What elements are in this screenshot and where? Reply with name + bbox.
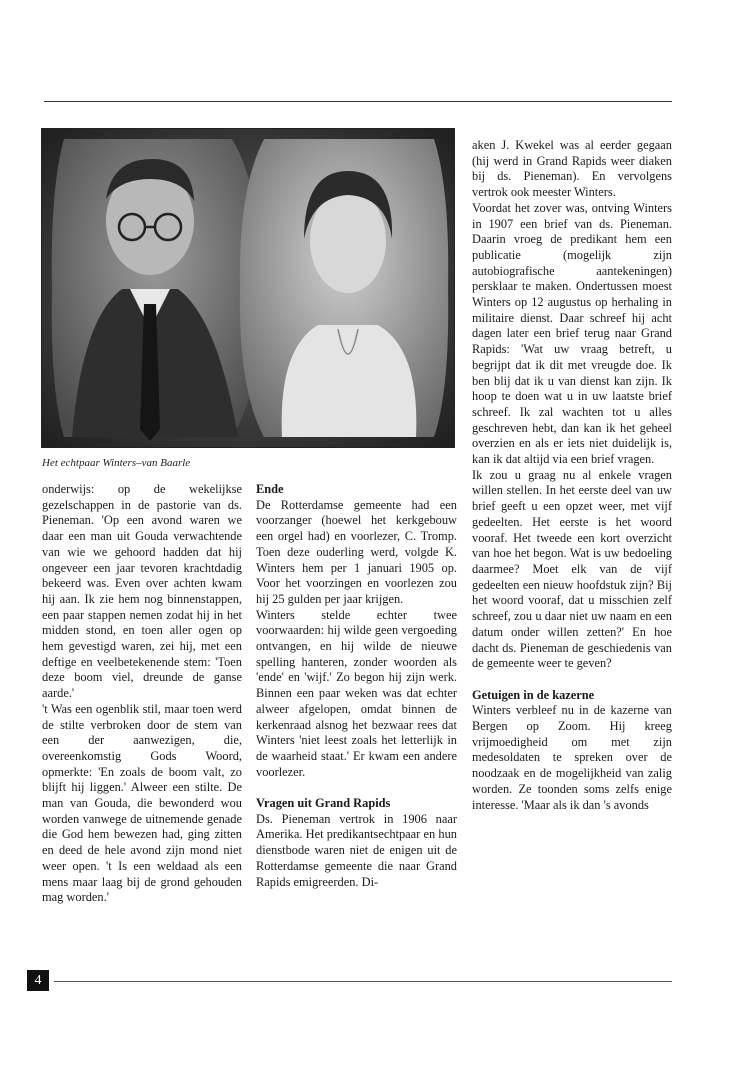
portrait-photo-icon (42, 129, 454, 447)
section-heading-vragen: Vragen uit Grand Rapids (256, 796, 391, 811)
paragraph: Ik zou u graag nu al enkele vragen willen stellen. In het eerste deel van uw brief geeft u een opzet weer, met vijf gedeelten. Het eerste is het woord vooraf. Het tweede een kort overzicht van hoe het begon. Wat is uw bedoeling daarmee? Moet elk van de vijf gedeelten een nieuw hoofdstuk zijn? Bij het woord vooraf, dat u misschien zelf schreef, zou u daar niet uw naam en een datum onder willen zetten?' En hoe dacht ds. Pieneman de geschiedenis van de gemeente weer te geven? (472, 467, 672, 671)
paragraph: 't Was een ogenblik stil, maar toen werd de stilte verbroken door de stem van een der aanwezigen, die, overeenkomstig Gods Woord, opmerkte: 'En zoals de boom valt, zo blijft hij liggen.' Alweer een stilte. De man van Gouda, die bewonderd wou worden vanwege de uitnemende genade die God hem bewezen had, ging zitten en deed de hele avond zijn mond niet weer open. 't Is een weldaad als een mens maar laag bij de grond gehouden mag worden.' (42, 701, 242, 905)
section-heading-getuigen: Getuigen in de kazerne (472, 687, 595, 702)
photo-caption: Het echtpaar Winters–van Baarle (42, 457, 191, 469)
paragraph: Winters stelde echter twee voorwaarden: hij wilde geen vergoeding ontvangen, en hij wilde de nieuwe spelling hanteren, zonder woorden als 'ende' en 'wijf.' Zo begon hij zijn werk. Binnen een paar weken was dat echter alweer afgelopen, omdat binnen de kerkenraad alsnog het bezwaar rees dat Winters 'niet leest zoals het letterlijk in de waarheid staat.' Er kwam een andere voorlezer. (256, 607, 457, 779)
portrait-photo (41, 128, 455, 448)
paragraph: onderwijs: op de wekelijkse gezelschappen in de pastorie van ds. Pieneman. 'Op een avond waren we daar een man uit Gouda verwachtende van wie we gehoord hadden dat hij ongeveer een jaar tevoren krachtdadig bekeerd was. Even over achten kwam hij aan. Ik zie hem nog binnenstappen, een paar stappen nemen zodat hij in het midden stond, en toen aller ogen op hem gevestigd waren, zei hij, met een deftige en veelbetekenende stem: 'Toen deze boom viel, dreunde de ganse aarde.' (42, 482, 242, 701)
paragraph: De Rotterdamse gemeente had een voorzanger (hoewel het kerkgebouw een orgel had) en voorlezer, C. Tromp. Toen deze ouderling werd, volgde K. Winters hem per 1 januari 1905 op. Voor het voorzingen en voorlezen zou hij 25 gulden per jaar krijgen. (256, 497, 457, 606)
page-number: 4 (27, 970, 49, 991)
header-rule (44, 101, 672, 102)
column-1 (42, 482, 242, 906)
column-3 (472, 138, 672, 813)
paragraph: Ds. Pieneman vertrok in 1906 naar Amerika. Het predikantsechtpaar en hun dienstbode waren niet de enigen uit de Rotterdamse gemeente die naar Grand Rapids emigreerden. Di- (256, 811, 457, 889)
section-heading-ende: Ende (256, 482, 284, 496)
footer-rule (54, 981, 672, 982)
column-2 (256, 482, 457, 890)
paragraph: Winters verbleef nu in de kazerne van Bergen op Zoom. Hij kreeg vrijmoedigheid om met zijn medesoldaten te spreken over de noodzaak en de mogelijkheid van zalig worden. Ze toonden soms zelfs enige interesse. 'Maar als ik dan 's avonds (472, 703, 672, 812)
paragraph: aken J. Kwekel was al eerder gegaan (hij werd in Grand Rapids weer diaken bij ds. Pieneman). En vervolgens vertrok ook meester Winters. (472, 138, 672, 200)
paragraph: Voordat het zover was, ontving Winters in 1907 een brief van ds. Pieneman. Daarin vroeg de predikant hem een publicatie (mogelijk zijn autobiografische aantekeningen) persklaar te maken. Ondertussen moest Winters op 12 augustus op herhaling in militaire dienst. Daar schreef hij acht dagen later een brief terug naar Grand Rapids: 'Wat uw vraag betreft, u begrijpt dat ik dit met vreugde doe. Ik ben blij dat ik u van dienst kan zijn. Ik hoop te doen wat u in uw laatste brief schreef. Ik zal wachten tot u alles geschreven hebt, dan kan ik het geheel overzien en als er iets niet duidelijk is, kan ik dat altijd via een brief vragen. (472, 200, 672, 467)
